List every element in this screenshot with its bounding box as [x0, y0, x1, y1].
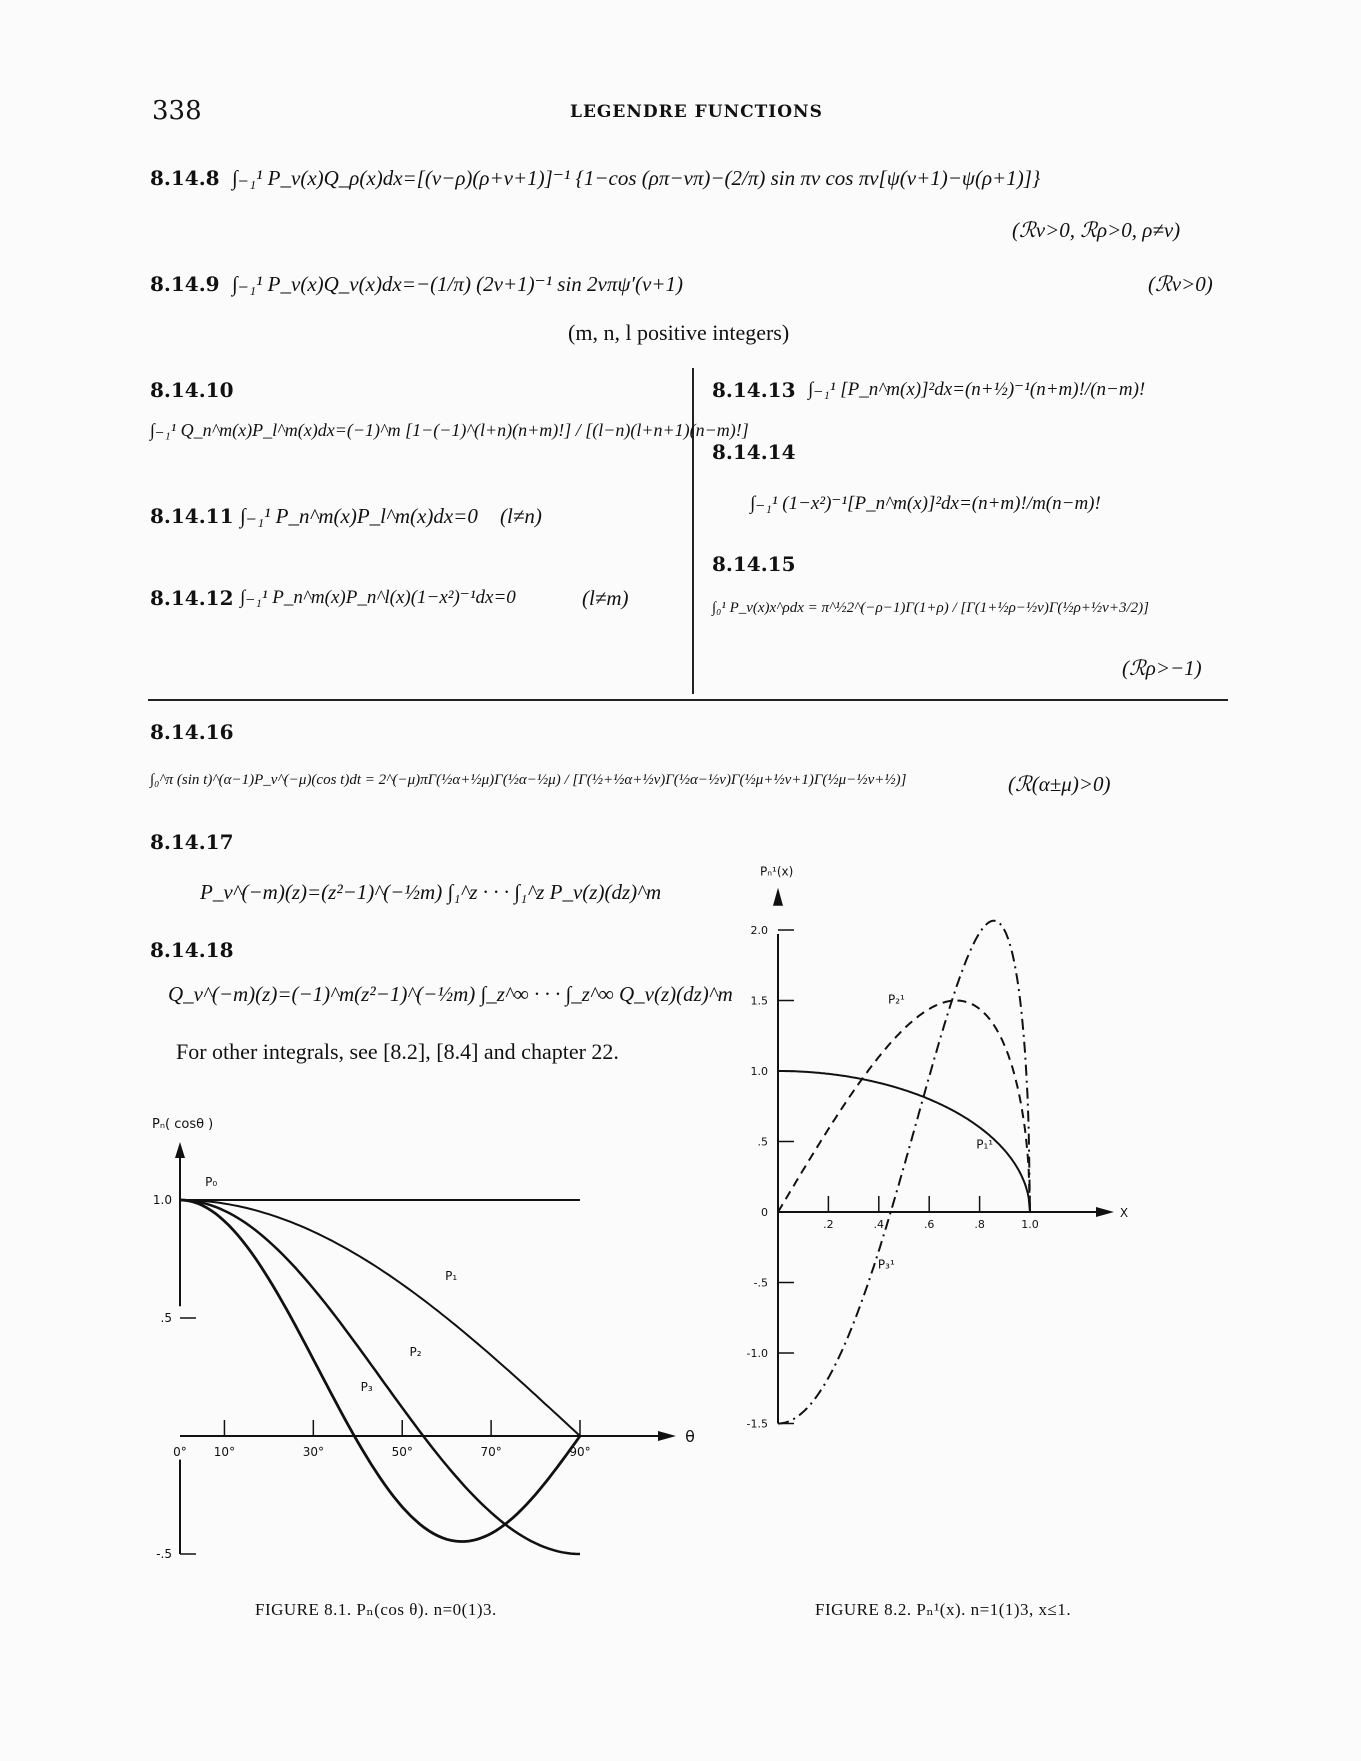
- equation-number: 8.14.8: [150, 166, 220, 190]
- equation-condition: (ℛν>0): [1148, 272, 1213, 296]
- equation-condition: (l≠n): [500, 504, 542, 528]
- y-tick-label: 1.5: [750, 994, 768, 1008]
- equation-condition: (ℛν>0, ℛρ>0, ρ≠ν): [1012, 218, 1181, 242]
- x-axis-label: θ: [685, 1427, 695, 1446]
- positive-integers-note: (m, n, l positive integers): [568, 320, 790, 345]
- x-tick-label: 0°: [173, 1445, 187, 1459]
- series-label: P₂¹: [888, 992, 905, 1007]
- series-label: P₁¹: [976, 1137, 994, 1152]
- series-line-P₃: [180, 1200, 580, 1542]
- x-axis-label: X: [1119, 1206, 1129, 1220]
- x-tick-label: .2: [823, 1218, 834, 1231]
- section-divider: [148, 699, 1228, 701]
- equation-body: Q_ν^(−m)(z)=(−1)^m(z²−1)^(−½m) ∫_z^∞ · · · ∫_z^∞ Q_ν(z)(dz)^m: [168, 982, 733, 1006]
- equation-body: ∫₋₁¹ P_n^m(x)P_n^l(x)(1−x²)⁻¹dx=0: [240, 587, 516, 608]
- running-title: LEGENDRE FUNCTIONS: [570, 102, 823, 122]
- equation-body: ∫₋₁¹ P_ν(x)Q_ρ(x)dx=[(ν−ρ)(ρ+ν+1)]⁻¹ {1−cos (ρπ−νπ)−(2/π) sin πν cos πν[ψ(ν+1)−ψ(ρ+1)]}: [232, 166, 1041, 190]
- equation-body: ∫₀¹ P_ν(x)x^ρdx = π^½2^(−ρ−1)Γ(1+ρ) / [Γ(1+½ρ−½ν)Γ(½ρ+½ν+3/2)]: [712, 600, 1149, 616]
- series-label: P₀: [205, 1174, 218, 1189]
- equation-number: 8.14.18: [150, 938, 234, 962]
- x-tick-label: 1.0: [1021, 1218, 1039, 1231]
- y-axis-arrow: [175, 1142, 185, 1158]
- equation-condition: (ℛ(α±μ)>0): [1008, 772, 1111, 796]
- equation-body: ∫₋₁¹ P_n^m(x)P_l^m(x)dx=0: [240, 504, 478, 528]
- y-tick-label: 1.0: [152, 1193, 172, 1207]
- y-axis-label: Pₙ¹(x): [760, 864, 794, 879]
- equation-number: 8.14.9: [150, 272, 220, 296]
- y-tick-label: -.5: [753, 1276, 768, 1290]
- x-tick-label: 70°: [480, 1445, 502, 1459]
- series-label: P₂: [409, 1344, 422, 1359]
- y-axis-arrow: [773, 888, 783, 906]
- y-tick-label: -1.5: [746, 1417, 768, 1431]
- x-tick-label: .6: [923, 1218, 935, 1231]
- figure-8-2-caption: FIGURE 8.2. Pₙ¹(x). n=1(1)3, x≤1.: [815, 1600, 1072, 1619]
- equation-body: ∫₋₁¹ (1−x²)⁻¹[P_n^m(x)]²dx=(n+m)!/m(n−m)!: [750, 493, 1101, 514]
- y-tick-label: 1.0: [750, 1065, 768, 1078]
- x-tick-label: 30°: [302, 1445, 324, 1459]
- equation-number: 8.14.10: [150, 378, 234, 402]
- equation-number: 8.14.16: [150, 720, 234, 744]
- page-number: 338: [152, 96, 202, 126]
- equation-number: 8.14.17: [150, 830, 234, 854]
- equation-body: P_ν^(−m)(z)=(z²−1)^(−½m) ∫₁^z · · · ∫₁^z P_ν(z)(dz)^m: [200, 880, 662, 904]
- x-tick-label: 50°: [391, 1445, 413, 1459]
- equation-number: 8.14.13: [712, 378, 796, 402]
- paragraph-other-integrals: For other integrals, see [8.2], [8.4] and chapter 22.: [176, 1039, 619, 1064]
- figure-8-1-chart: [140, 1117, 695, 1590]
- y-tick-label: 2.0: [750, 924, 768, 937]
- x-axis-arrow: [1096, 1207, 1114, 1217]
- column-divider: [692, 368, 694, 694]
- equation-body: ∫₋₁¹ [P_n^m(x)]²dx=(n+½)⁻¹(n+m)!/(n−m)!: [808, 379, 1146, 400]
- equation-number: 8.14.12: [150, 586, 234, 610]
- x-axis-arrow: [658, 1431, 676, 1441]
- equation-body: ∫₋₁¹ Q_n^m(x)P_l^m(x)dx=(−1)^m [1−(−1)^(l+n)(n+m)!] / [(l−n)(l+n+1)(n−m)!]: [150, 420, 749, 440]
- series-line-P₂¹: [778, 1001, 1030, 1213]
- series-label: P₃: [360, 1380, 373, 1395]
- equation-number: 8.14.11: [150, 504, 234, 528]
- y-tick-label: -.5: [156, 1547, 172, 1561]
- y-axis-label: Pₙ( cosθ ): [152, 1117, 214, 1132]
- equation-number: 8.14.15: [712, 552, 796, 576]
- y-tick-label: -1.0: [746, 1347, 768, 1360]
- equation-condition: (l≠m): [582, 586, 629, 610]
- x-tick-label: .8: [974, 1218, 985, 1231]
- series-line-P₂: [180, 1200, 580, 1554]
- equation-condition: (ℛρ>−1): [1122, 656, 1202, 680]
- figure-8-1-caption: FIGURE 8.1. Pₙ(cos θ). n=0(1)3.: [255, 1600, 497, 1619]
- equation-body: ∫₀^π (sin t)^(α−1)P_ν^(−μ)(cos t)dt = 2^(−μ)πΓ(½α+½μ)Γ(½α−½μ) / [Γ(½+½α+½ν)Γ(½α−½ν)Γ(½μ+½ν+1)Γ(½μ−½ν+½)]: [150, 772, 907, 788]
- x-tick-label: 10°: [213, 1445, 236, 1459]
- series-line-P₁: [180, 1200, 580, 1436]
- y-tick-label: .5: [757, 1135, 768, 1149]
- equation-number: 8.14.14: [712, 440, 796, 464]
- figure-8-2-chart: [700, 864, 1240, 1590]
- y-tick-label: .5: [160, 1311, 172, 1325]
- x-tick-label: .4: [873, 1218, 885, 1231]
- x-tick-label: 90°: [569, 1445, 591, 1459]
- series-label: P₃¹: [877, 1257, 895, 1272]
- y-tick-label: 0: [761, 1206, 768, 1219]
- series-label: P₁: [445, 1269, 458, 1284]
- equation-body: ∫₋₁¹ P_ν(x)Q_ν(x)dx=−(1/π) (2ν+1)⁻¹ sin 2νπψ′(ν+1): [232, 272, 684, 296]
